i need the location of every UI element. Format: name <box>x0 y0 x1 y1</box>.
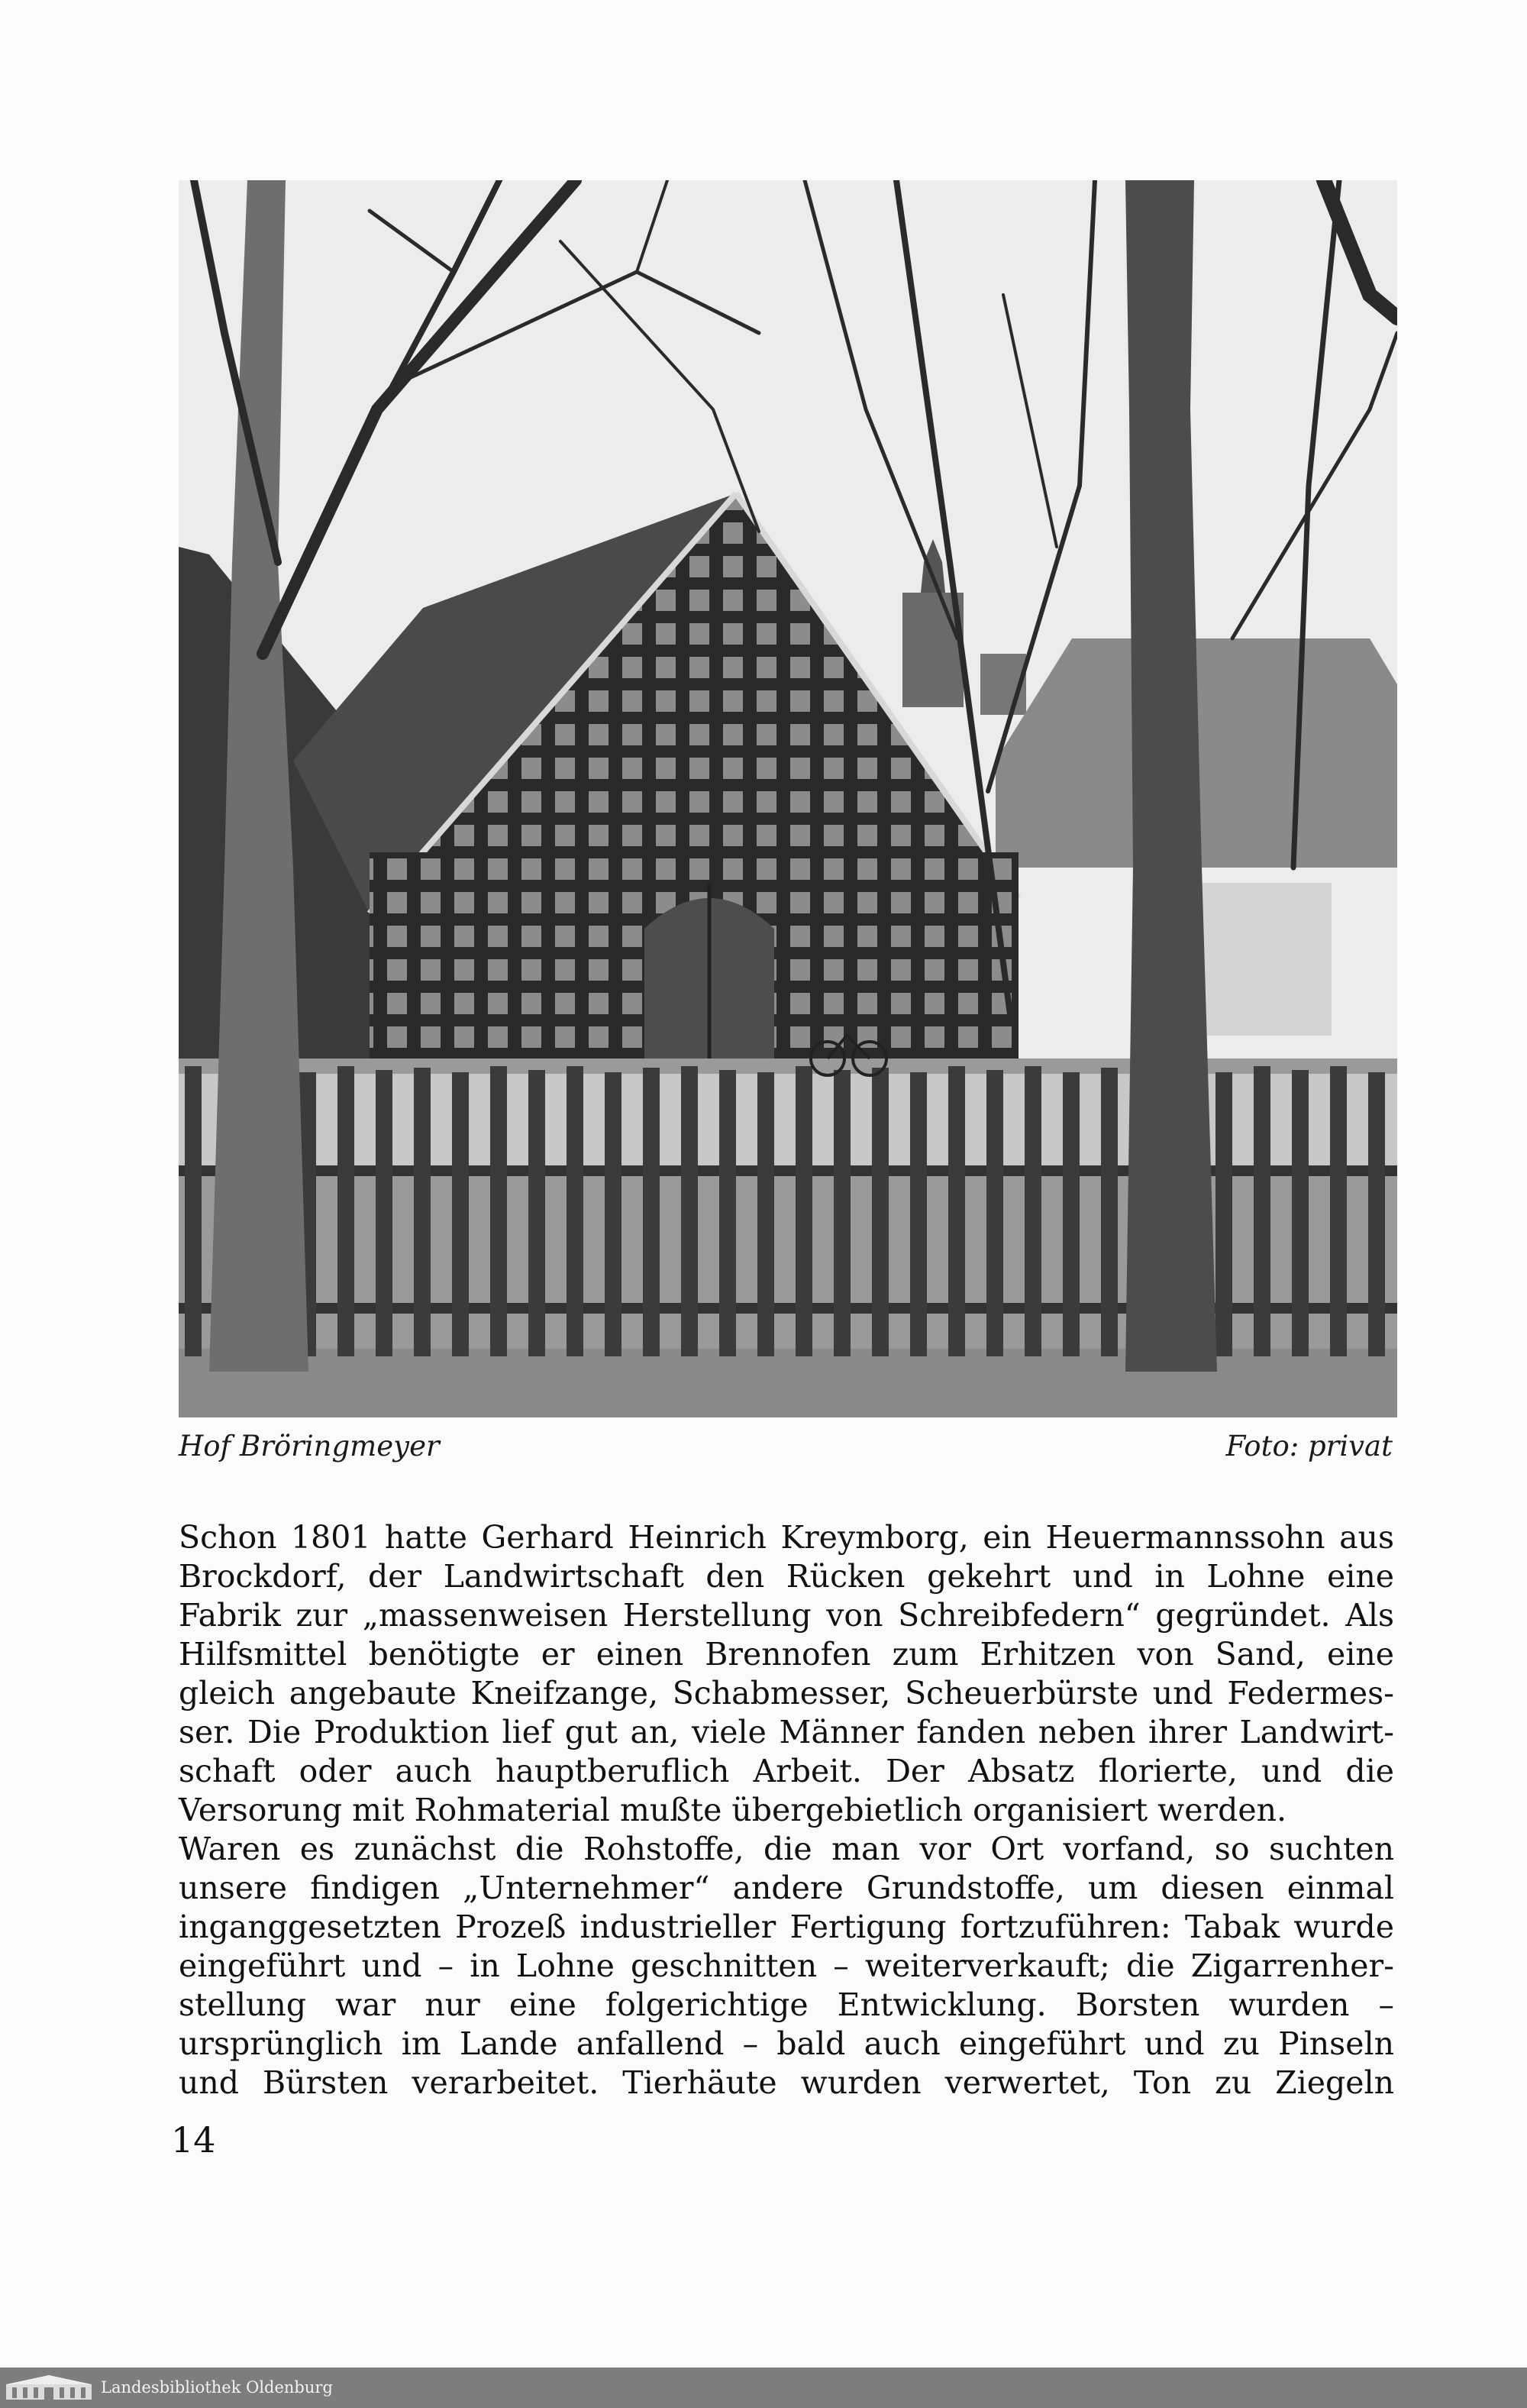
photo-caption: Hof Bröringmeyer <box>179 1430 440 1463</box>
text-line: Waren es zunächst die Rohstoffe, die man vor Ort vorfand, so suchten <box>179 1831 1394 1867</box>
text-line: Schon 1801 hatte Gerhard Heinrich Kreymborg, ein Heuermannssohn aus <box>179 1519 1394 1556</box>
text-line: stellung war nur eine folgerichtige Entwicklung. Borsten wurden – <box>179 1986 1394 2023</box>
text-line: unsere findigen „Unternehmer“ andere Grundstoffe, um diesen einmal <box>179 1870 1394 1906</box>
page-number: 14 <box>171 2119 216 2161</box>
photo-credit: Foto: privat <box>1225 1430 1393 1463</box>
text-line: inganggesetzten Prozeß industrieller Fertigung fortzuführen: Tabak wurde <box>179 1909 1394 1945</box>
text-line: Brockdorf, der Landwirtschaft den Rücken gekehrt und in Lohne eine <box>179 1558 1394 1595</box>
text-line: und Bürsten verarbeitet. Tierhäute wurden verwertet, Ton zu Ziegeln <box>179 2064 1394 2101</box>
text-line: schaft oder auch hauptberuflich Arbeit. Der Absatz florierte, und die <box>179 1753 1394 1789</box>
text-line: gleich angebaute Kneifzange, Schabmesser, Scheuerbürste und Federmes- <box>179 1675 1394 1711</box>
library-building-icon <box>5 2374 93 2401</box>
text-line: Versorung mit Rohmaterial mußte übergebietlich organisiert werden. <box>179 1792 1287 1828</box>
text-line: Hilfsmittel benötigte er einen Brennofen zum Erhitzen von Sand, eine <box>179 1636 1394 1673</box>
library-name: Landesbibliothek Oldenburg <box>101 2378 333 2397</box>
library-footer <box>0 2368 1527 2408</box>
text-line: ser. Die Produktion lief gut an, viele Männer fanden neben ihrer Landwirt- <box>179 1714 1394 1750</box>
farmhouse-photo <box>179 180 1397 1417</box>
text-line: Fabrik zur „massenweisen Herstellung von Schreibfedern“ gegründet. Als <box>179 1597 1394 1634</box>
text-line: eingeführt und – in Lohne geschnitten – weiterverkauft; die Zigarrenher- <box>179 1947 1394 1984</box>
body-paragraph <box>179 1518 1394 2103</box>
text-line: ursprünglich im Lande anfallend – bald auch eingeführt und zu Pinseln <box>179 2025 1394 2062</box>
